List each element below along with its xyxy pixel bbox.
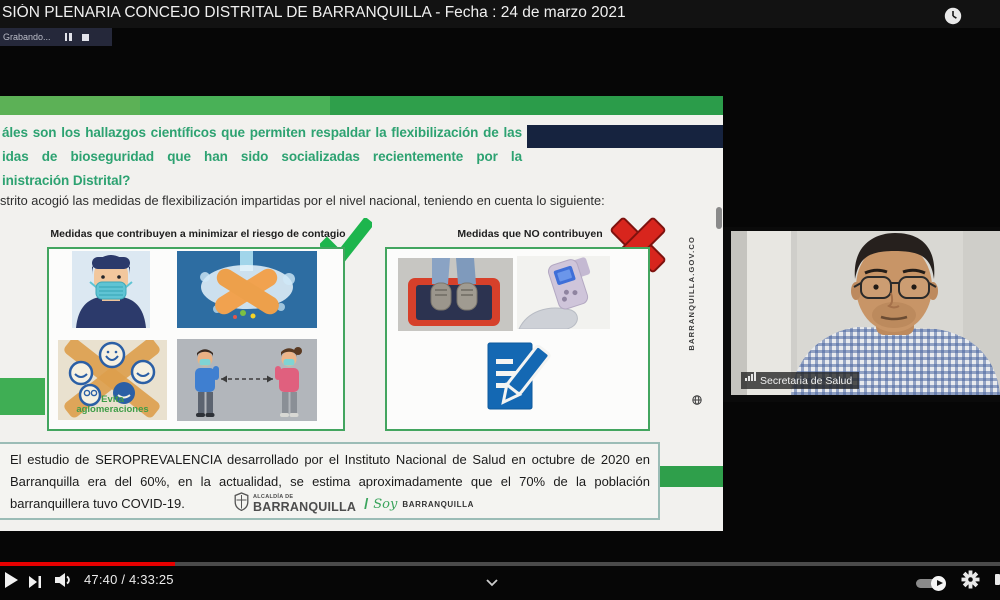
next-button[interactable] [29,575,42,593]
right-panel-header: Medidas que NO contribuyen [457,228,603,240]
webcam-tile [723,227,1000,402]
contributing-measures-box [47,247,345,431]
logo-separator: / [364,495,369,513]
volume-button[interactable] [55,573,73,592]
infrared-thermometer-photo [517,256,610,329]
miniplayer-icon[interactable] [995,574,1000,585]
time-display: 47:40 / 4:33:25 [84,572,174,587]
slide-top-bar-segment [510,96,723,115]
shield-icon [234,492,249,516]
watch-later-clock-icon[interactable] [944,7,962,25]
video-title[interactable]: SIÓN PLENARIA CONCEJO DISTRITAL DE BARRANQUILLA - Fecha : 24 de marzo 2021 [2,4,626,21]
seroprevalence-text: El estudio de SEROPREVALENCIA desarrollado por el Instituto Nacional de Salud en octubre de 2020 en Barranquilla era del 60%, en la actualidad, se estima aproximadamente que el 70% de la población barranquillera tuvo COVID-19. [10,452,650,511]
face-mask-illustration [72,251,150,328]
slide-question [2,121,522,193]
presentation-slide [0,96,723,531]
slide-top-bar-segment [0,96,140,115]
alcaldia-barranquilla-logo [234,492,474,516]
logo-soy: Soy [373,496,398,512]
question-line: áles son los hallazgos científicos que permiten respaldar la flexibilización de las [2,125,522,140]
question-line: idas de bioseguridad que han sido socializadas recientemente por la [2,149,522,164]
slide-intro-text: strito acogió las medidas de flexibilización impartidas por el nivel nacional, teniendo en cuenta lo siguiente: [0,193,605,208]
avoid-crowds-caption: Evita aglomeraciones [76,394,149,415]
slide-top-bar-segment [140,96,330,115]
participant-name: Secretaria de Salud [760,374,853,387]
slide-top-bar-segment [330,96,510,115]
navy-decoration-box [527,125,723,148]
logo-barranquilla: BARRANQUILLA [253,500,357,514]
participant-name-tag [741,372,859,389]
stop-recording-icon [82,34,89,41]
settings-gear-icon[interactable] [961,570,980,594]
logo-soy-barranquilla: BARRANQUILLA [402,499,474,509]
globe-icon [692,392,702,410]
registration-document-icon [475,339,552,419]
social-distancing-illustration [177,339,317,421]
signal-strength-icon [745,372,757,390]
left-panel-header: Medidas que contribuyen a minimizar el riesgo de contagio [50,228,346,240]
green-decoration-left [0,378,45,415]
play-button[interactable] [5,572,19,593]
video-title-bar [0,0,1000,28]
pause-recording-icon [65,33,74,41]
hand-washing-illustration [177,251,317,328]
non-contributing-measures-box [385,247,650,431]
green-decoration-right [660,466,723,487]
zoom-recording-indicator [0,28,112,46]
question-line: inistración Distrital? [2,173,131,188]
progress-bar-fill[interactable] [0,562,175,566]
slide-scrollbar-thumb [716,207,722,229]
shoe-disinfection-mat-photo [398,258,513,331]
chevron-down-icon[interactable] [486,574,498,592]
logo-alcaldia-de: ALCALDÍA DE [253,494,294,500]
recording-label: Grabando... [3,32,51,42]
seroprevalence-note-box [0,442,660,520]
website-vertical-text: BARRANQUILLA.GOV.CO [687,236,696,351]
webcam-video [731,231,1000,395]
autoplay-toggle[interactable] [916,577,946,590]
